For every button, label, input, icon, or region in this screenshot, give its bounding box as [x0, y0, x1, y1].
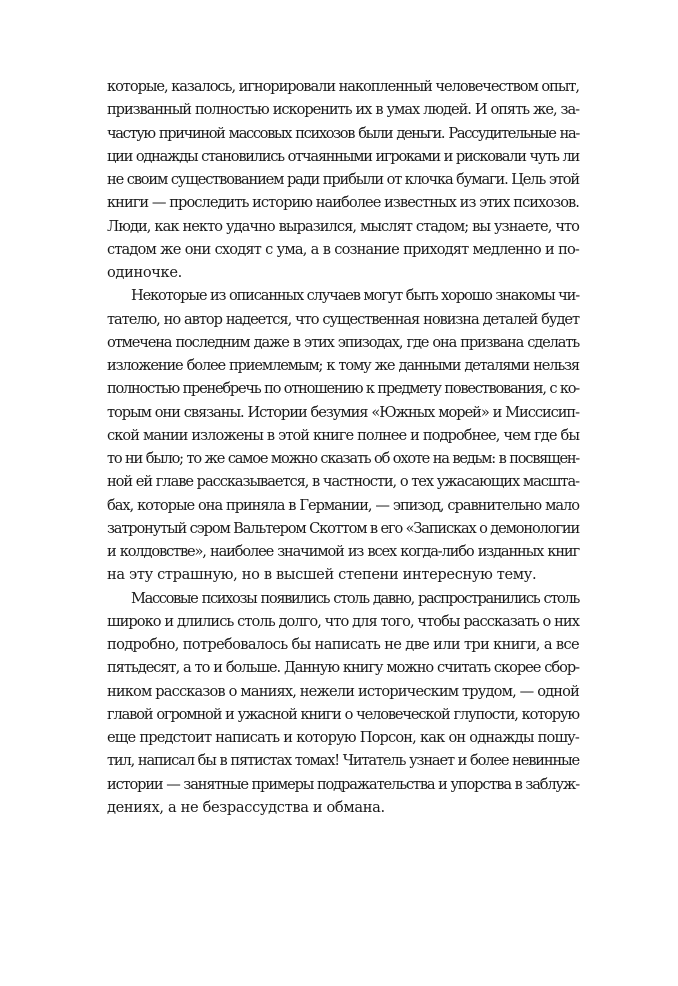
text-line: затронутый сэром Вальтером Скоттом в его «Записках о демонологии [107, 519, 580, 537]
text-line: то ни было; то же самое можно сказать об охоте на ведьм: в посвящен- [107, 450, 579, 467]
text-line: и колдовстве», наиболее значимой из всех когда-либо изданных книг [107, 543, 579, 560]
text-line: тил, написал бы в пятистах томах! Читатель узнает и более невинные [107, 752, 579, 770]
text-line: Массовые психозы появились столь давно, распространились столь [131, 589, 579, 607]
text-line: широко и длились столь долго, что для того, чтобы рассказать о них [107, 612, 579, 630]
paragraph-3 [107, 587, 579, 820]
text-line: торым они связаны. Истории безумия «Южных морей» и Миссисип- [107, 403, 579, 421]
text-line: бах, которые она приняла в Германии, — эпизод, сравнительно мало [107, 496, 579, 514]
text-line: изложение более приемлемым; к тому же данными деталями нельзя [107, 357, 579, 374]
text-line: дениях, а не безрассудства и обмана. [107, 798, 385, 816]
text-line: стадом же они сходят с ума, а в сознание приходят медленно и по- [107, 240, 579, 258]
body-text [107, 75, 579, 819]
text-line: ции однажды становились отчаянными игроками и рисковали чуть ли [107, 147, 579, 165]
text-line: ской мании изложены в этой книге полнее и подробнее, чем где бы [107, 426, 579, 444]
text-line: книги — проследить историю наиболее известных из этих психозов. [107, 194, 579, 212]
text-line: призванный полностью искоренить их в умах людей. И опять же, за- [107, 101, 579, 119]
paragraph-1 [107, 75, 579, 284]
text-line: ником рассказов о маниях, нежели историческим трудом, — одной [107, 682, 579, 700]
text-line: пятьдесят, а то и больше. Данную книгу можно считать скорее сбор- [107, 659, 579, 677]
text-line: частую причиной массовых психозов были деньги. Рассудительные на- [107, 124, 579, 142]
text-line: главой огромной и ужасной книги о человеческой глупости, которую [107, 705, 579, 723]
text-line: отмечена последним даже в этих эпизодах, где она призвана сделать [107, 333, 579, 351]
text-line: Некоторые из описанных случаев могут быть хорошо знакомы чи- [131, 287, 579, 305]
text-line: подробно, потребовалось бы написать не две или три книги, а все [107, 636, 579, 653]
text-line: одиночке. [107, 264, 182, 281]
text-line: ной ей главе рассказывается, в частности, о тех ужасающих масшта- [107, 473, 579, 491]
text-line: тателю, но автор надеется, что существенная новизна деталей будет [107, 310, 579, 328]
text-line: не своим существованием ради прибыли от клочка бумаги. Цель этой [107, 171, 579, 188]
text-line: Люди, как некто удачно выразился, мыслят стадом; вы узнаете, что [107, 217, 579, 235]
text-line: истории — занятные примеры подражательства и упорства в заблуж- [107, 775, 579, 793]
paragraph-2 [107, 284, 579, 586]
text-line: еще предстоит написать и которую Порсон, как он однажды пошу- [107, 729, 579, 746]
text-line: на эту страшную, но в высшей степени интересную тему. [107, 566, 537, 584]
text-line: которые, казалось, игнорировали накопленный человечеством опыт, [107, 78, 580, 95]
text-line: полностью пренебречь по отношению к предмету повествования, с ко- [107, 380, 579, 398]
